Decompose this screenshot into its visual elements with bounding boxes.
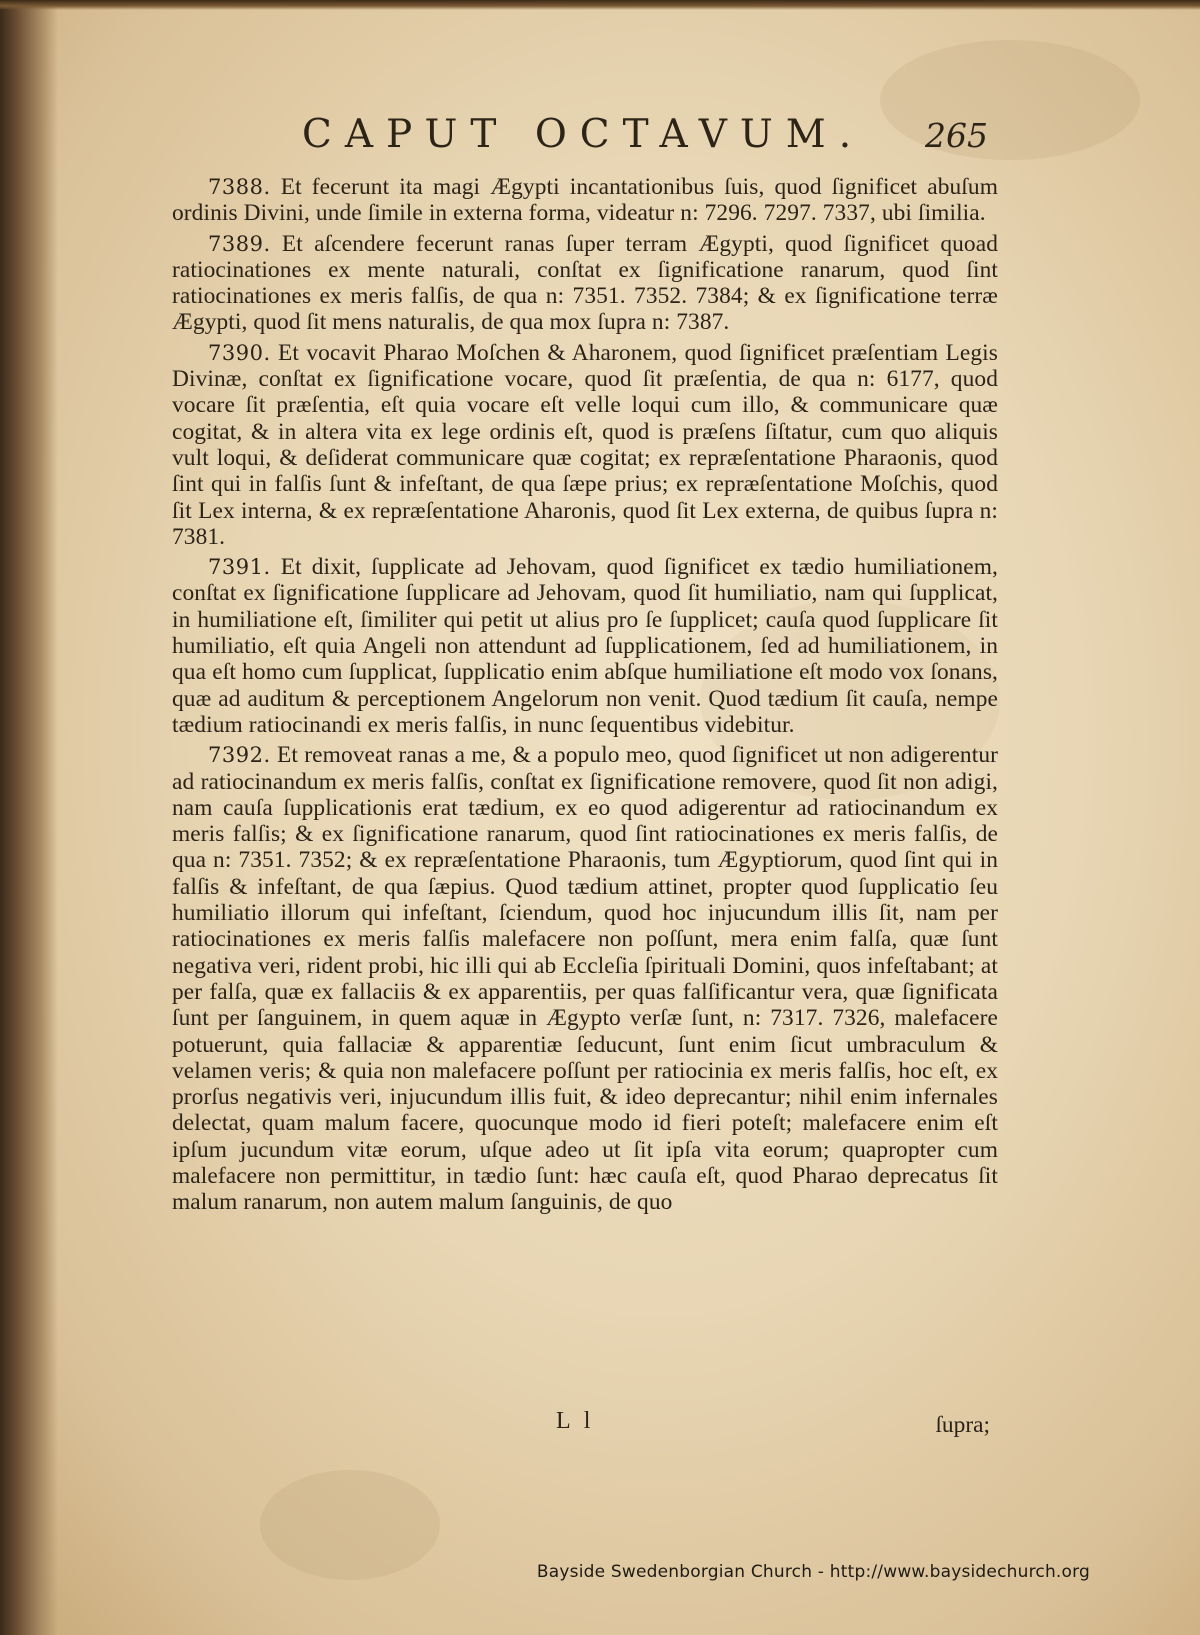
- paragraph-7392: [172, 742, 998, 1215]
- paragraph-7391: [172, 554, 998, 738]
- paragraph-7388: [172, 174, 998, 227]
- page-number: 265: [925, 116, 988, 155]
- paragraph-number: 7390.: [208, 340, 271, 365]
- catchword: ſupra;: [935, 1412, 990, 1438]
- paragraph-text: Et fecerunt ita magi Ægypti incantationibus ſuis, quod ſignificet abuſum ordinis Divini, unde ſimile in externa forma, videatur n: 7296. 7297. 7337, ubi ſimilia.: [172, 174, 998, 227]
- top-edge: [0, 0, 1200, 10]
- paragraph-number: 7392.: [208, 743, 271, 768]
- body-text: [172, 174, 998, 1220]
- paragraph-text: Et aſcendere fecerunt ranas ſuper terram Ægypti, quod ſignificet quoad ratiocinationes ex mente naturali, conſtat ex ſignificatione ranarum, quod ſint ratiocinationes ex meris falſis, de qua n: 7351. 7352. 7384; & ex ſignificatione terræ Ægypti, quod ſit mens naturalis, de qua mox ſupra n: 7387.: [172, 230, 998, 336]
- paragraph-text: Et removeat ranas a me, & a populo meo, quod ſignificet ut non adigerentur ad ratiocinandum ex meris falſis, conſtat ex ſignificatione removere, quod ſit non adigi, nam cauſa ſupplicationis erat tædium, ex eo quod adigerentur ad ratiocinandum ex meris falſis; & ex ſignificatione ranarum, quod ſint ratiocinationes ex meris falſis, de qua n: 7351. 7352; & ex repræſentatione Pharaonis, tum Ægyptiorum, quod ſint qui in falſis & infeſtant, de qua ſæpius. Quod tædium attinet, propter quod ſupplicatio ſeu humiliatio illorum qui infeſtant, ſciendum, quod hoc injucundum illis ſit, nam per ratiocinationes ex meris falſis malefacere non poſſunt, mera enim falſa, quæ ſunt negativa veri, rident probi, hic illi qui ab Eccleſia ſpirituali Domini, quos infeſtabant; at per falſa, quæ ex fallaciis & ex apparentiis, per quas falſificantur vera, quæ ſignificata ſunt per ſanguinem, in quem aquæ in Ægypto verſæ ſunt, n: 7317. 7326, malefacere potuerunt, quia fallaciæ & apparentiæ ſeducunt, ſunt enim ſicut umbraculum & velamen veris; & quia non malefacere poſſunt per ratiocinia ex meris falſis, hoc eſt, ex prorſus negativis veri, injucundum illis fuit, & ideo deprecantur; nihil enim infernales delectat, quam malum facere, quocunque modo id fieri poteſt; malefacere enim eſt ipſum jucundum vitæ eorum, uſque adeo ut ſit ipſa vita eorum; quapropter cum malefacere non permittitur, in tædio ſunt: hæc cauſa eſt, quod Pharao deprecatus ſit malum ranarum, non autem malum ſanguinis, de quo: [172, 742, 998, 1216]
- paragraph-text: Et dixit, ſupplicate ad Jehovam, quod ſignificet ex tædio humiliationem, conſtat ex ſignificatione ſupplicare ad Jehovam, quod ſit humiliatio, nam qui ſupplicat, in humiliatione eſt, ſimiliter qui petit ut alius pro ſe ſupplicet; cauſa quod ſupplicare ſit humiliatio, eſt quia Angeli non attendunt ad ſupplicationem, ſed ad humiliationem, in qua eſt homo cum ſupplicat, ſupplicatio enim abſque humiliatione eſt modo vox ſonans, quæ ad auditum & perceptionem Angelorum non venit. Quod tædium ſit cauſa, nempe tædium ratiocinandi ex meris falſis, in nunc ſequentibus videbitur.: [172, 554, 998, 738]
- paragraph-number: 7391.: [208, 555, 271, 580]
- paragraph-7389: [172, 231, 998, 336]
- running-head: CAPUT OCTAVUM.: [302, 112, 865, 157]
- paragraph-7390: [172, 340, 998, 550]
- book-gutter: [0, 0, 58, 1635]
- paragraph-number: 7389.: [208, 231, 271, 256]
- paragraph-number: 7388.: [208, 175, 271, 199]
- paper-stain: [260, 1470, 440, 1580]
- signature-mark: L l: [556, 1408, 595, 1434]
- page-header: [190, 112, 1010, 172]
- paragraph-text: Et vocavit Pharao Moſchen & Aharonem, quod ſignificet præſentiam Legis Divinæ, conſtat ex ſignificatione vocare, quod ſit præſentia, de qua n: 6177, quod vocare ſit præſentia, eſt quia vocare eſt velle loqui cum illo, & communicare quæ cogitat, & in altera vita ex lege ordinis eſt, quod is præſens ſiſtatur, cum quo aliquis vult loqui, & deſiderat communicare quæ cogitat; ex repræſentatione Pharaonis, quod ſint qui in falſis ſunt & infeſtant, de qua ſæpe prius; ex repræſentatione Moſchis, quod ſit Lex interna, & ex repræſentatione Aharonis, quod ſit Lex externa, de quibus ſupra n: 7381.: [172, 339, 998, 550]
- source-watermark: Bayside Swedenborgian Church - http://www.baysidechurch.org: [536, 1562, 1090, 1582]
